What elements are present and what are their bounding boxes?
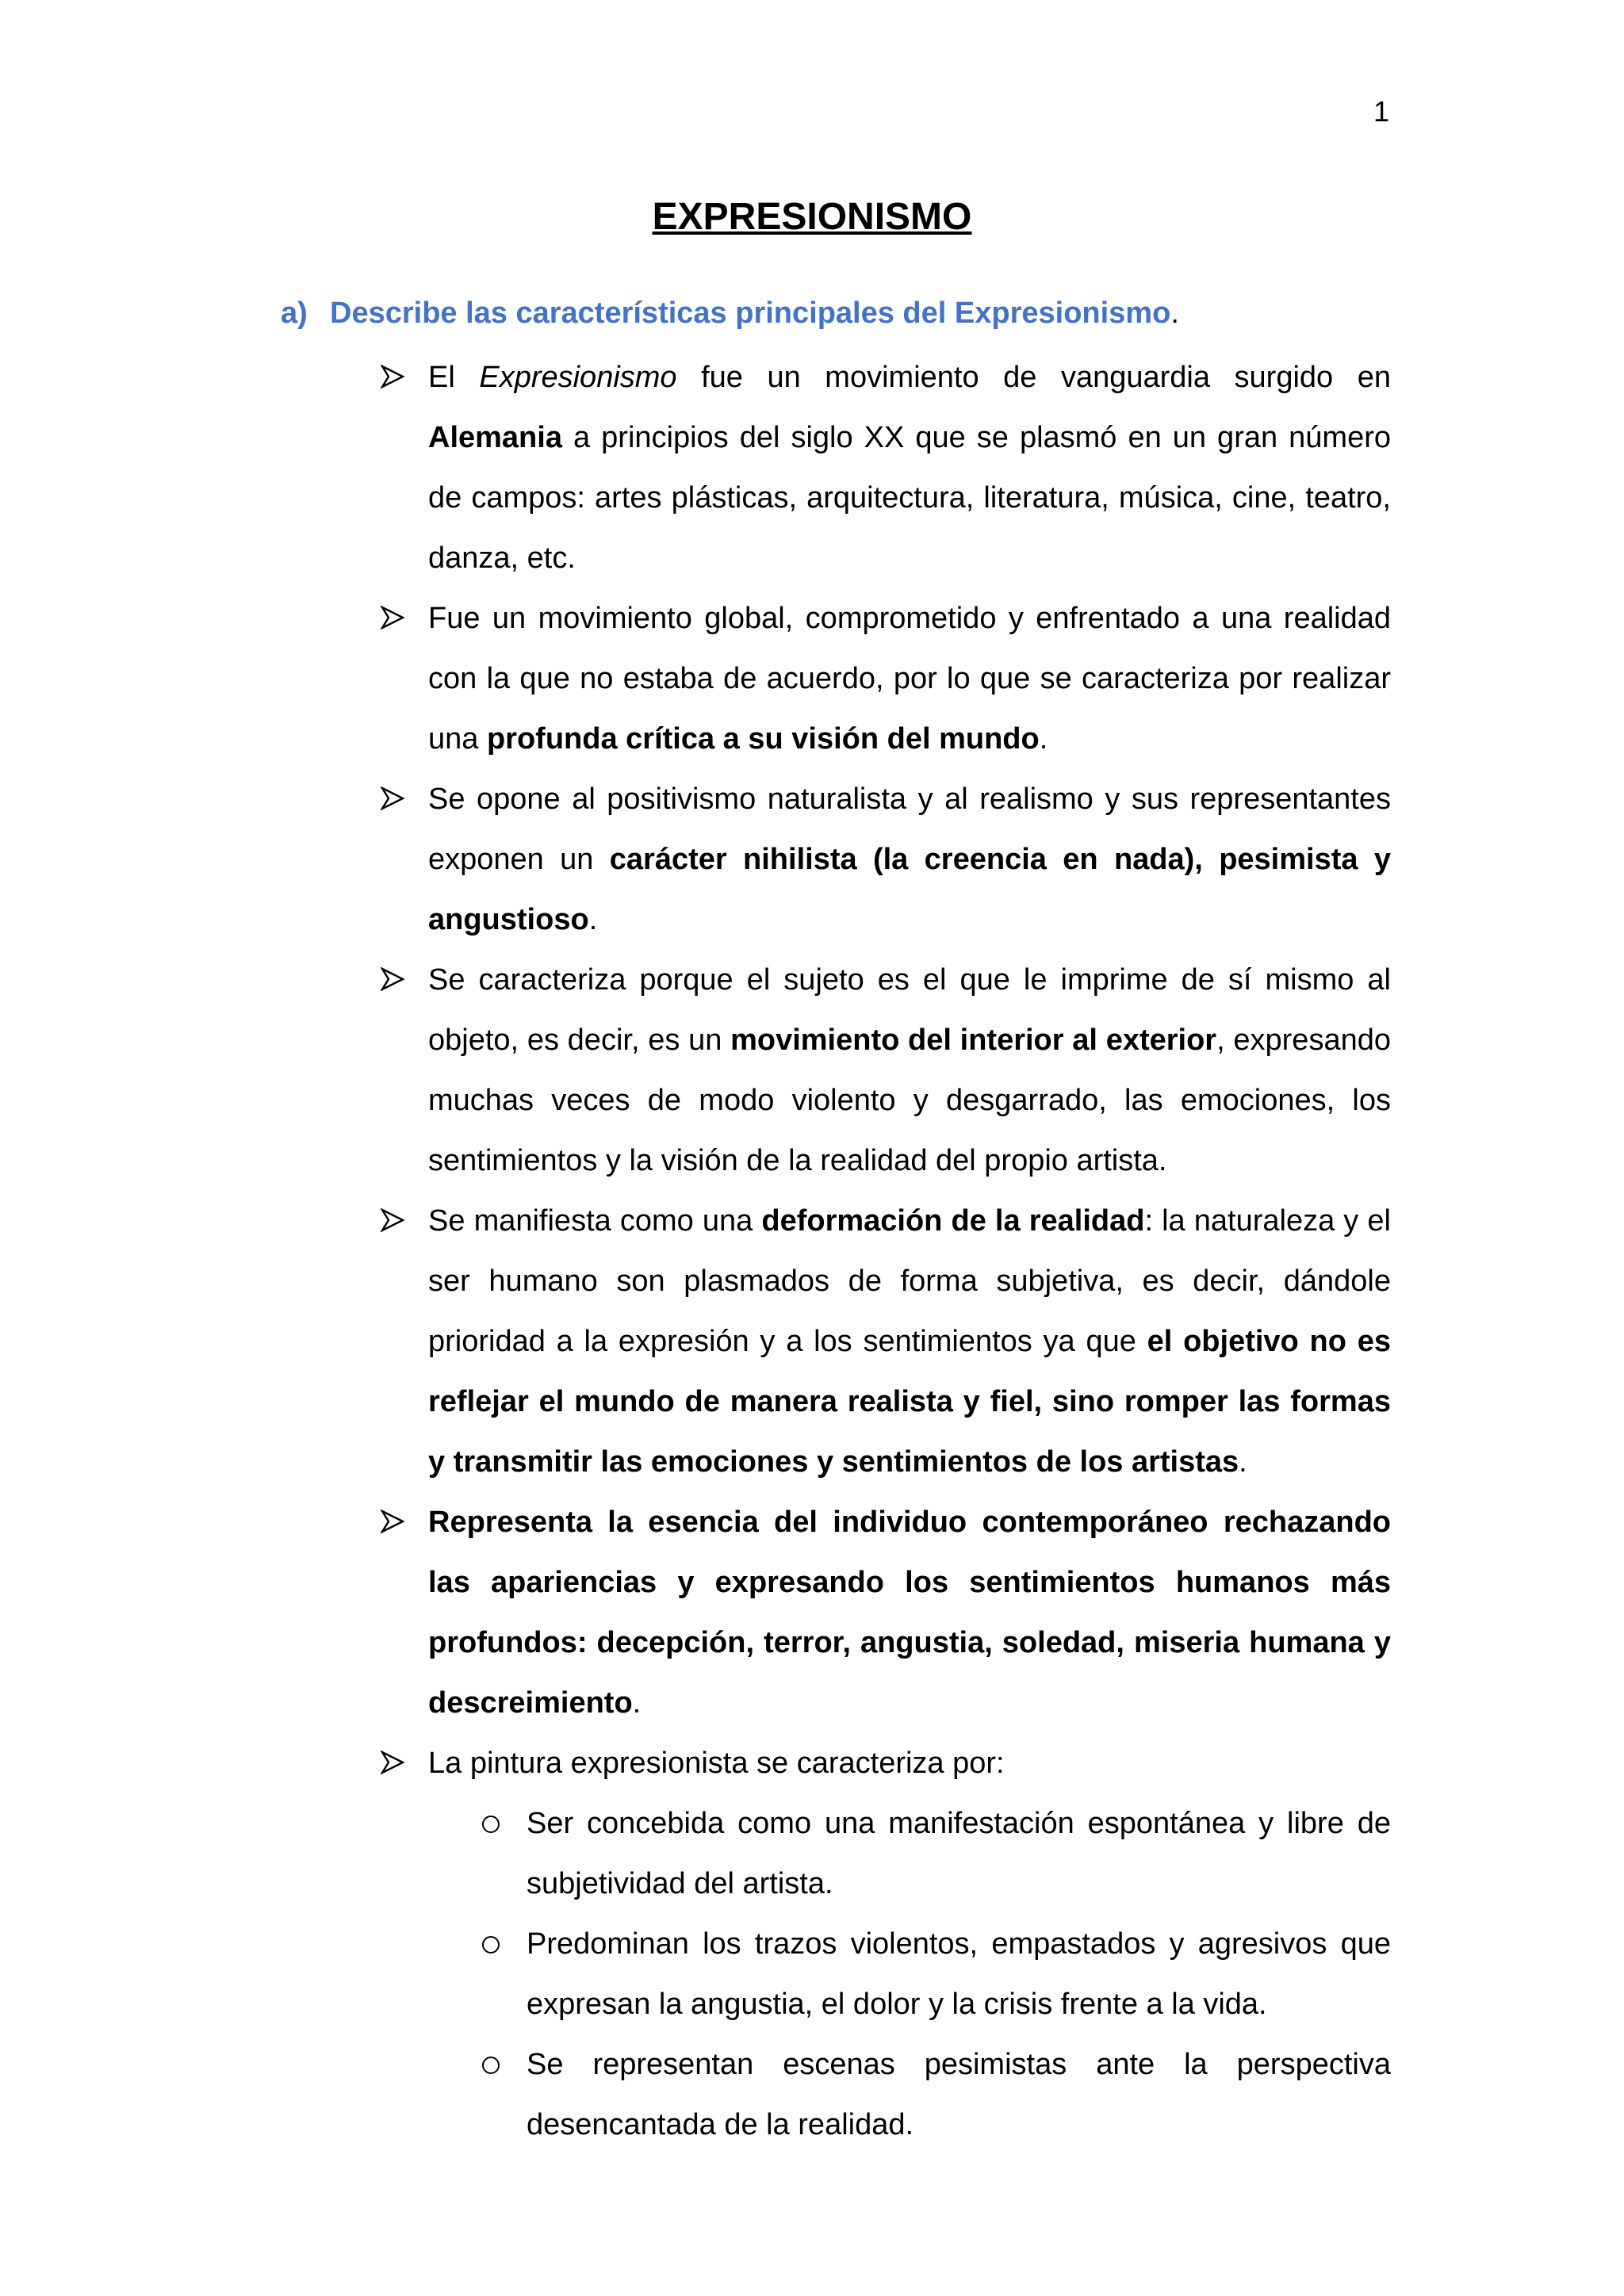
circle-bullet-icon [482, 1816, 500, 1833]
bullet-item [381, 950, 1391, 1191]
bullet-text: . [1039, 722, 1048, 756]
bullet-bold: movimiento del interior al exterior [730, 1024, 1217, 1057]
arrow-bullet-icon [381, 786, 404, 810]
bullet-item [381, 769, 1391, 950]
question-text: Describe las características principales del Expresionismo [330, 297, 1171, 330]
bullet-bold: Alemania [428, 421, 562, 454]
bullet-bold: el objetivo no es reflejar el mundo de manera realista y fiel, sino romper las formas y transmitir las emociones y sentimientos de los artistas [428, 1325, 1391, 1479]
bullet-item [381, 1492, 1391, 1733]
bullet-text: , expresando muchas veces de modo violento y desgarrado, las emociones, los sentimientos y la visión de la realidad del propio artista. [428, 1024, 1391, 1177]
bullet-text: Se caracteriza porque el sujeto es el que le imprime de sí mismo al objeto, es decir, es un [428, 963, 1391, 1057]
bullet-bold: profunda crítica a su visión del mundo [486, 722, 1040, 756]
sub-item [527, 1914, 1391, 2034]
arrow-bullet-icon [381, 967, 404, 991]
bullet-text: Se manifiesta como una [428, 1204, 762, 1238]
bullet-text: Fue un movimiento global, comprometido y enfrentado a una realidad con la que no estaba de acuerdo, por lo que se caracteriza por realizar una [428, 602, 1391, 756]
page-number: 1 [1373, 95, 1390, 128]
arrow-bullet-icon [381, 365, 404, 388]
bullet-text: El [428, 361, 480, 394]
bullet-list [381, 347, 1391, 2155]
arrow-bullet-icon [381, 1751, 404, 1774]
bullet-text: : la naturaleza y el ser humano son plasmados de forma subjetiva, es decir, dándole prioridad a la expresión y a los sentimientos ya que [428, 1204, 1391, 1358]
bullet-text: . [1239, 1445, 1247, 1479]
bullet-item [381, 588, 1391, 769]
bullet-item [381, 347, 1391, 588]
sub-item [527, 1793, 1391, 1914]
question-period: . [1170, 297, 1179, 330]
bullet-bold: deformación de la realidad [761, 1204, 1145, 1238]
question-heading [281, 297, 1179, 331]
circle-bullet-icon [482, 1936, 500, 1954]
bullet-text: fue un movimiento de vanguardia surgido en [676, 361, 1391, 394]
sub-item-text: Ser concebida como una manifestación espontánea y libre de subjetividad del artista. [527, 1807, 1391, 1900]
arrow-bullet-icon [381, 606, 404, 629]
bullet-bold: Representa la esencia del individuo contemporáneo rechazando las apariencias y expresando los sentimientos humanos más profundos: decepción, terror, angustia, soledad, miseria humana y descreimiento [428, 1506, 1391, 1720]
arrow-bullet-icon [381, 1208, 404, 1232]
sub-item [527, 2034, 1391, 2155]
sub-list [428, 1793, 1391, 2155]
arrow-bullet-icon [381, 1510, 404, 1533]
bullet-item [381, 1191, 1391, 1492]
question-label: a) [281, 297, 308, 330]
bullet-text: Se opone al positivismo naturalista y al realismo y sus representantes exponen un [428, 783, 1391, 876]
circle-bullet-icon [482, 2057, 500, 2074]
bullet-text: La pintura expresionista se caracteriza por: [428, 1747, 1005, 1780]
bullet-bold: carácter nihilista (la creencia en nada), pesimista y angustioso [428, 843, 1391, 936]
bullet-text: . [632, 1686, 642, 1720]
sub-item-text: Predominan los trazos violentos, empastados y agresivos que expresan la angustia, el dolor y la crisis frente a la vida. [527, 1927, 1391, 2021]
page-title: EXPRESIONISMO [652, 196, 972, 238]
bullet-text: . [588, 903, 598, 936]
bullet-italic: Expresionismo [479, 361, 677, 394]
bullet-item [381, 1733, 1391, 2155]
sub-item-text: Se representan escenas pesimistas ante la perspectiva desencantada de la realidad. [527, 2048, 1391, 2141]
bullet-text: a principios del siglo XX que se plasmó en un gran número de campos: artes plásticas, arquitectura, literatura, música, cine, teatro, danza, etc. [428, 421, 1391, 575]
